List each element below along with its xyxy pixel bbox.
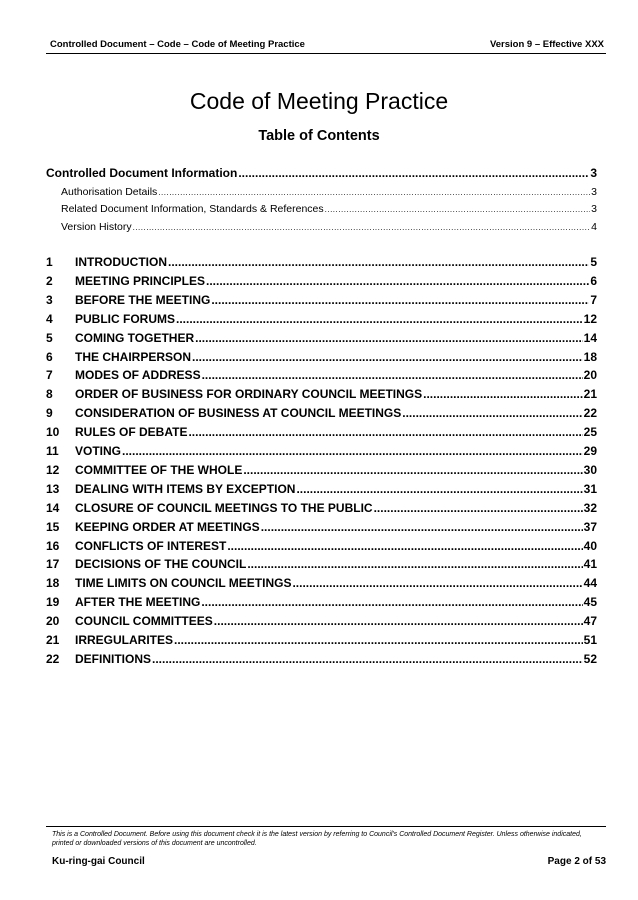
- toc-section-entry[interactable]: [46, 293, 597, 307]
- toc-section-page: 40: [583, 538, 597, 553]
- toc-section-title: ORDER OF BUSINESS FOR ORDINARY COUNCIL MEETINGS: [75, 387, 423, 402]
- toc-section-number: 2: [46, 273, 53, 288]
- toc-section-page: 37: [583, 519, 597, 534]
- toc-entry-label: Authorisation Details: [61, 186, 158, 198]
- toc-section-page: 31: [583, 481, 597, 496]
- toc-section-page: 21: [583, 387, 597, 402]
- toc-entry-label: Related Document Information, Standards & References: [61, 203, 324, 215]
- toc-leader-dots: [227, 539, 582, 553]
- toc-section-entry[interactable]: [46, 406, 597, 420]
- toc-section-page: 51: [583, 633, 597, 647]
- toc-section-page: 52: [583, 651, 597, 666]
- toc-section-page: 20: [583, 368, 597, 383]
- toc-entry-page: 3: [591, 186, 597, 198]
- toc-leader-dots: [176, 312, 583, 326]
- toc-section-entry[interactable]: [46, 387, 597, 401]
- toc-section-entry[interactable]: [46, 633, 597, 647]
- toc-section-number: 14: [46, 500, 60, 515]
- toc-section-entry[interactable]: [46, 520, 597, 534]
- toc-leader-dots: [211, 293, 589, 307]
- toc-section-entry[interactable]: [46, 652, 597, 666]
- toc-section-page: 7: [590, 292, 597, 307]
- toc-leader-dots: [206, 274, 589, 288]
- toc-leader-dots: [325, 205, 591, 214]
- toc-leader-dots: [201, 595, 582, 609]
- toc-section-entry[interactable]: [46, 425, 597, 439]
- toc-section-title: THE CHAIRPERSON: [75, 349, 192, 364]
- toc-section-title: CONSIDERATION OF BUSINESS AT COUNCIL MEETINGS: [75, 406, 402, 421]
- toc-section-number: 12: [46, 462, 60, 477]
- toc-section-entry[interactable]: [46, 312, 597, 326]
- toc-section-title: AFTER THE MEETING: [75, 595, 201, 610]
- toc-section-number: 1: [46, 255, 53, 269]
- toc-section-number: 3: [46, 292, 53, 307]
- toc-entry-controlled-document-information[interactable]: [46, 166, 597, 180]
- toc-section-title: DECISIONS OF THE COUNCIL: [75, 557, 247, 572]
- toc-section-entry[interactable]: [46, 539, 597, 553]
- toc-section-title: IRREGULARITES: [75, 633, 174, 647]
- footer-organisation: Ku-ring-gai Council: [52, 856, 145, 867]
- toc-leader-dots: [158, 188, 590, 197]
- toc-section-entry[interactable]: [46, 501, 597, 515]
- toc-section-page: 45: [583, 595, 597, 610]
- toc-section-title: VOTING: [75, 444, 122, 458]
- toc-heading: Table of Contents: [258, 128, 380, 144]
- toc-section-entry[interactable]: [46, 463, 597, 477]
- toc-leader-dots: [247, 557, 582, 571]
- toc-section-page: 41: [583, 557, 597, 572]
- toc-section-number: 13: [46, 481, 60, 496]
- toc-section-title: MEETING PRINCIPLES: [75, 273, 206, 288]
- toc-leader-dots: [174, 633, 583, 647]
- toc-section-number: 21: [46, 633, 60, 647]
- toc-subentry[interactable]: [46, 203, 597, 215]
- toc-leader-dots: [402, 406, 582, 420]
- toc-leader-dots: [296, 482, 582, 496]
- toc-leader-dots: [122, 444, 583, 458]
- toc-entry-label: Version History: [61, 221, 132, 233]
- toc-entry-page: 3: [591, 203, 597, 215]
- toc-subentry[interactable]: [46, 221, 597, 233]
- toc-section-page: 29: [583, 444, 597, 458]
- toc-section-number: 9: [46, 406, 53, 421]
- toc-subentry[interactable]: [46, 186, 597, 198]
- toc-section-number: 19: [46, 595, 60, 610]
- toc-section-title: PUBLIC FORUMS: [75, 311, 175, 326]
- toc-leader-dots: [133, 223, 591, 232]
- toc-section-entry[interactable]: [46, 350, 597, 364]
- toc-entry-page: 4: [591, 221, 597, 233]
- toc-section-title: KEEPING ORDER AT MEETINGS: [75, 519, 260, 534]
- toc-section-number: 16: [46, 538, 60, 553]
- toc-section-title: COMING TOGETHER: [75, 330, 195, 345]
- toc-section-entry[interactable]: [46, 482, 597, 496]
- toc-entry-page: 3: [590, 166, 597, 180]
- toc-section-number: 4: [46, 311, 53, 326]
- toc-leader-dots: [214, 614, 583, 628]
- page-title: Code of Meeting Practice: [189, 88, 449, 114]
- toc-section-number: 5: [46, 330, 53, 345]
- toc-section-entry[interactable]: [46, 274, 597, 288]
- toc-section-page: 44: [583, 576, 597, 591]
- toc-section-title: CLOSURE OF COUNCIL MEETINGS TO THE PUBLIC: [75, 500, 373, 515]
- toc-entry-label: Controlled Document Information: [46, 166, 238, 180]
- toc-section-title: COUNCIL COMMITTEES: [75, 614, 213, 629]
- toc-section-entry[interactable]: [46, 557, 597, 571]
- toc-section-number: 17: [46, 557, 60, 572]
- toc-section-number: 11: [46, 444, 59, 458]
- toc-section-page: 5: [590, 255, 597, 269]
- header-document-title: Controlled Document – Code – Code of Meeting Practice: [50, 39, 305, 50]
- toc-section-page: 22: [583, 406, 597, 421]
- toc-section-page: 6: [590, 273, 597, 288]
- footer-control-notice: This is a Controlled Document. Before using this document check it is the latest version by referring to Council's Controlled Document Register. Unless otherwise indicated, printed or downloaded versions of this document are uncontrolled.: [52, 831, 582, 847]
- toc-section-title: MODES OF ADDRESS: [75, 368, 201, 383]
- toc-leader-dots: [192, 350, 583, 364]
- toc-section-number: 6: [46, 349, 53, 364]
- toc-leader-dots: [261, 520, 583, 534]
- toc-leader-dots: [195, 331, 583, 345]
- toc-section-number: 8: [46, 387, 53, 402]
- toc-section-number: 10: [46, 425, 60, 440]
- page-header: [46, 39, 606, 54]
- toc-section-entry[interactable]: [46, 331, 597, 345]
- toc-section-entry[interactable]: [46, 614, 597, 628]
- toc-section-page: 32: [583, 500, 597, 515]
- footer-page-number: Page 2 of 53: [547, 856, 606, 867]
- toc-section-number: 15: [46, 519, 60, 534]
- toc-leader-dots: [188, 425, 582, 439]
- toc-leader-dots: [243, 463, 582, 477]
- toc-section-title: TIME LIMITS ON COUNCIL MEETINGS: [75, 576, 292, 591]
- toc-section-entry[interactable]: [46, 255, 597, 269]
- toc-section-title: CONFLICTS OF INTEREST: [75, 538, 227, 553]
- toc-section-page: 25: [583, 425, 597, 440]
- toc-section-page: 30: [583, 462, 597, 477]
- toc-section-title: DEFINITIONS: [75, 651, 152, 666]
- toc-leader-dots: [292, 576, 582, 590]
- toc-section-title: BEFORE THE MEETING: [75, 292, 211, 307]
- toc-section-page: 47: [583, 614, 597, 629]
- toc-section-entry[interactable]: [46, 444, 597, 458]
- toc-section-title: INTRODUCTION: [75, 255, 167, 269]
- toc-section-number: 18: [46, 576, 60, 591]
- toc-section-number: 7: [46, 368, 53, 383]
- toc-section-title: COMMITTEE OF THE WHOLE: [75, 462, 243, 477]
- toc-leader-dots: [168, 255, 589, 269]
- toc-section-entry[interactable]: [46, 368, 597, 382]
- toc-leader-dots: [423, 387, 583, 401]
- toc-leader-dots: [238, 166, 589, 180]
- toc-section-number: 22: [46, 651, 60, 666]
- toc-section-title: DEALING WITH ITEMS BY EXCEPTION: [75, 481, 296, 496]
- header-version: Version 9 – Effective XXX: [489, 39, 604, 50]
- toc-leader-dots: [374, 501, 583, 515]
- footer-divider: [46, 826, 606, 827]
- toc-leader-dots: [152, 652, 583, 666]
- toc-section-page: 12: [583, 311, 597, 326]
- toc-section-number: 20: [46, 614, 60, 629]
- toc-section-entry[interactable]: [46, 595, 597, 609]
- toc-section-title: RULES OF DEBATE: [75, 425, 188, 440]
- toc-section-page: 14: [583, 330, 597, 345]
- toc-section-entry[interactable]: [46, 576, 597, 590]
- toc-leader-dots: [202, 368, 583, 382]
- toc-section-page: 18: [583, 349, 597, 364]
